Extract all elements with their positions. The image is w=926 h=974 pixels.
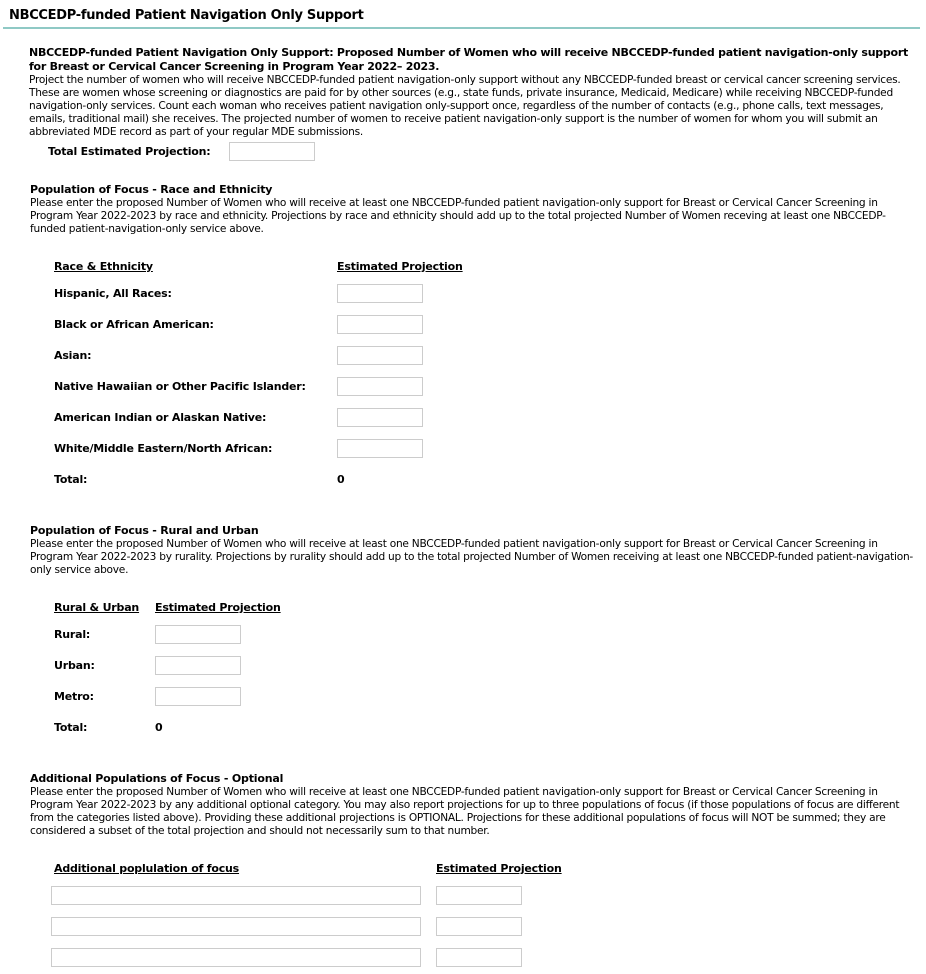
additional-projection-input[interactable] xyxy=(436,948,522,967)
rural-section xyxy=(30,524,915,577)
race-row-label: American Indian or Alaskan Native: xyxy=(54,411,267,424)
rural-row-label: Rural: xyxy=(54,628,91,641)
additional-projection-input[interactable] xyxy=(436,886,522,905)
race-projection-input[interactable] xyxy=(337,346,423,365)
race-projection-header: Estimated Projection xyxy=(337,260,463,273)
race-total-value: 0 xyxy=(337,473,345,486)
intro-body: Project the number of women who will receive NBCCEDP-funded patient navigation-only support without any NBCCEDP-funded breast or cervical cancer screening services. These are women whose screening or diagnostics are paid for by other sources (e.g., state funds, private insurance, Medicaid, Medicare) while receiving NBCCEDP-funded navigation-only services. Count each woman who receives patient navigation only-support once, regardless of the number of contacts (e.g., phone calls, text messages, emails, traditional mail) she receives. The projected number of women to receive patient navigation-only support is the number of women for whom you will submit an abbreviated MDE record as part of your regular MDE submissions. xyxy=(29,74,901,138)
rural-col-header: Rural & Urban xyxy=(54,601,140,614)
additional-population-input[interactable] xyxy=(51,948,421,967)
intro-section xyxy=(29,46,914,139)
rural-heading: Population of Focus - Rural and Urban xyxy=(30,524,259,537)
additional-col-header: Additional poplulation of focus xyxy=(54,862,240,875)
rural-projection-header: Estimated Projection xyxy=(155,601,281,614)
rural-total-label: Total: xyxy=(54,721,88,734)
race-row-label: Native Hawaiian or Other Pacific Islander: xyxy=(54,380,306,393)
race-row-label: Hispanic, All Races: xyxy=(54,287,172,300)
race-section xyxy=(30,183,915,236)
additional-heading: Additional Populations of Focus - Optional xyxy=(30,772,284,785)
race-body: Please enter the proposed Number of Women who will receive at least one NBCCEDP-funded patient navigation-only support for Breast or Cervical Cancer Screening in Program Year 2022-2023 by race and ethnicity. Projections by race and ethnicity should add up to the total projected Number of Women receving at least one NBCCEDP-funded patient-navigation-only service above. xyxy=(30,197,886,235)
additional-projection-header: Estimated Projection xyxy=(436,862,562,875)
race-projection-input[interactable] xyxy=(337,284,423,303)
rural-body: Please enter the proposed Number of Women who will receive at least one NBCCEDP-funded patient navigation-only support for Breast or Cervical Cancer Screening in Program Year 2022-2023 by rurality. Projections by rurality should add up to the total projected Number of Women receiving at least one NBCCEDP-funded patient-navigation-only service above. xyxy=(30,538,913,576)
race-projection-input[interactable] xyxy=(337,315,423,334)
additional-body: Please enter the proposed Number of Women who will receive at least one NBCCEDP-funded patient navigation-only support for Breast or Cervical Cancer Screening in Program Year 2022-2023 by any additional optional category. You may also report projections for up to three populations of focus (if those populations of focus are different from the categories listed above). Providing these additional projections is OPTIONAL. Projections for these additional populations of focus will NOT be summed; they are considered a subset of the total projection and should not necessarily sum to that number. xyxy=(30,786,900,837)
rural-projection-input[interactable] xyxy=(155,656,241,675)
additional-population-input[interactable] xyxy=(51,886,421,905)
additional-section xyxy=(30,772,915,838)
rural-projection-input[interactable] xyxy=(155,687,241,706)
race-row-label: Asian: xyxy=(54,349,92,362)
race-row-label: Black or African American: xyxy=(54,318,214,331)
race-col-header: Race & Ethnicity xyxy=(54,260,153,273)
race-total-label: Total: xyxy=(54,473,88,486)
additional-population-input[interactable] xyxy=(51,917,421,936)
total-projection-input[interactable] xyxy=(229,142,315,161)
rural-row-label: Metro: xyxy=(54,690,94,703)
race-projection-input[interactable] xyxy=(337,408,423,427)
rural-row-label: Urban: xyxy=(54,659,95,672)
intro-heading: NBCCEDP-funded Patient Navigation Only Support: Proposed Number of Women who will receive NBCCEDP-funded patient navigation-only support for Breast or Cervical Cancer Screening in Program Year 2022– 2023. xyxy=(29,46,909,73)
race-projection-input[interactable] xyxy=(337,377,423,396)
rural-projection-input[interactable] xyxy=(155,625,241,644)
rural-total-value: 0 xyxy=(155,721,163,734)
race-projection-input[interactable] xyxy=(337,439,423,458)
additional-projection-input[interactable] xyxy=(436,917,522,936)
page-title: NBCCEDP-funded Patient Navigation Only Support xyxy=(9,8,364,23)
total-projection-label: Total Estimated Projection: xyxy=(48,145,211,158)
title-divider xyxy=(3,27,920,29)
race-heading: Population of Focus - Race and Ethnicity xyxy=(30,183,273,196)
race-row-label: White/Middle Eastern/North African: xyxy=(54,442,273,455)
